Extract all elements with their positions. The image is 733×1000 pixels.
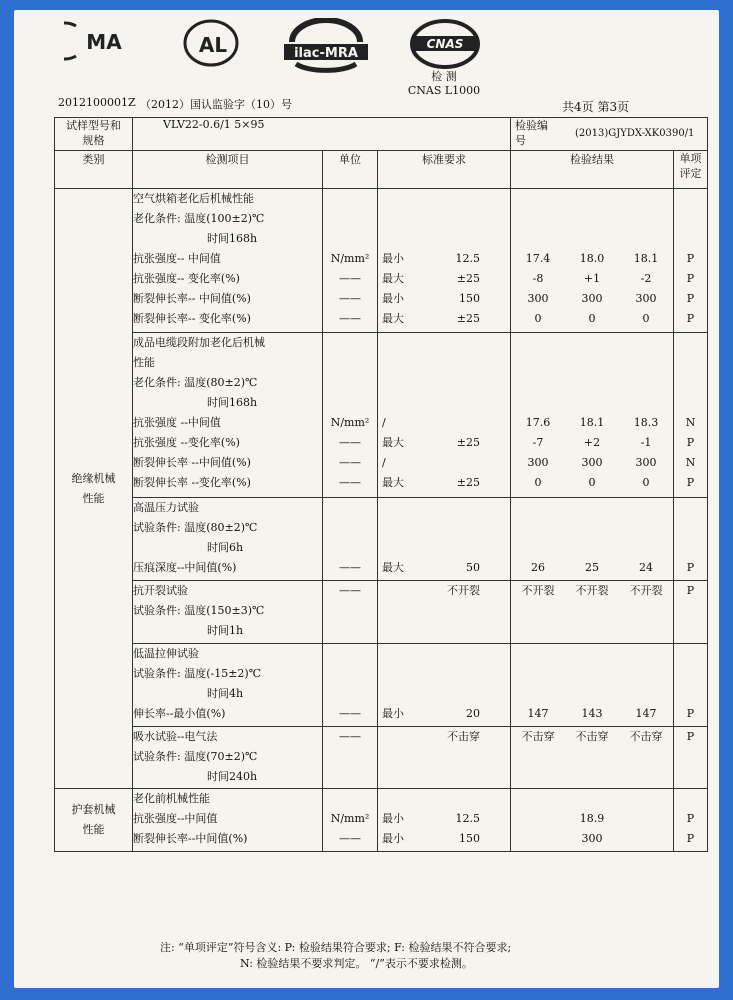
standard-requirement: 最小 150: [382, 832, 480, 846]
verdict-value: P: [686, 252, 695, 265]
verdict-value: P: [686, 832, 695, 846]
test-item-line: 抗开裂试验: [133, 584, 188, 598]
item-cell: [133, 498, 323, 581]
verdict-value: P: [686, 584, 695, 598]
column-header-category: 类别: [55, 151, 133, 189]
test-item-line: 高温压力试验: [133, 501, 199, 515]
result-value: 不击穿: [629, 729, 663, 743]
verdict-value: [674, 538, 707, 558]
result-value: -7: [532, 436, 544, 450]
verdict-value: P: [686, 312, 695, 325]
verdict-value: [674, 621, 707, 641]
unit-value: [323, 621, 377, 641]
test-item-line: 断裂伸长率--中间值(%): [133, 832, 248, 846]
result-value: 25: [585, 561, 599, 575]
test-item-line: 老化前机械性能: [133, 792, 210, 806]
standard-requirement: 最小 150: [382, 292, 480, 305]
result-cell: [511, 643, 674, 726]
test-item-line: 老化条件: 温度(100±2)℃: [133, 212, 265, 225]
standard-cell: [378, 643, 511, 726]
result-value: -1: [640, 436, 652, 450]
unit-value: N/mm²: [330, 416, 370, 430]
unit-cell: [323, 581, 378, 644]
verdict-value: P: [686, 729, 695, 743]
test-block-row: [55, 333, 708, 498]
test-item-line: 时间1h: [207, 624, 244, 638]
result-value: 0: [642, 476, 650, 490]
test-item-line: 断裂伸长率 --中间值(%): [133, 456, 251, 470]
verdict-value: N: [685, 456, 696, 470]
test-item-line: 时间240h: [207, 769, 258, 783]
standard-requirement: /: [382, 416, 386, 430]
verdict-cell: [674, 581, 708, 644]
result-value: 147: [527, 706, 549, 720]
category-cell: 绝缘机械性能: [55, 189, 133, 789]
footnote: 注: “单项评定”符号含义: P: 检验结果符合要求; F: 检验结果不符合要求; N: 检验结果不要求判定。 “/”表示不要求检测。: [160, 941, 512, 970]
column-header-unit: 单位: [323, 151, 378, 189]
test-item-line: 性能: [133, 356, 155, 370]
ilac-mra-logo: [282, 18, 370, 74]
result-value: 不开裂: [575, 584, 609, 598]
verdict-value: [674, 518, 707, 538]
result-cell: [511, 333, 674, 498]
verdict-cell: [674, 333, 708, 498]
unit-value: [323, 353, 377, 373]
test-item-line: 试验条件: 温度(150±3)℃: [133, 604, 265, 618]
test-item-line: 老化条件: 温度(80±2)℃: [133, 376, 258, 390]
svg-text:AL: AL: [198, 33, 228, 57]
result-values: [511, 433, 673, 453]
verdict-value: [674, 393, 707, 413]
test-item-line: 试验条件: 温度(80±2)℃: [133, 521, 258, 535]
verdict-value: P: [686, 812, 695, 826]
svg-text:MA: MA: [86, 30, 122, 54]
result-value: +2: [583, 436, 601, 450]
test-item-line: 抗张强度 --中间值: [133, 416, 221, 430]
standard-requirement: /: [382, 456, 386, 470]
test-item-line: 时间168h: [207, 396, 258, 410]
test-block-row: [55, 189, 708, 333]
result-values: [511, 558, 673, 578]
test-item-line: 试验条件: 温度(70±2)℃: [133, 749, 258, 763]
page-counter: 共4页 第3页: [562, 100, 630, 114]
result-value: -2: [640, 272, 652, 285]
test-item-line: 抗张强度-- 变化率(%): [133, 272, 240, 285]
verdict-value: [674, 353, 707, 373]
result-value: 300: [527, 456, 549, 470]
verdict-value: P: [686, 706, 695, 720]
unit-value: [323, 789, 377, 809]
result-values: [511, 269, 673, 289]
sample-label-cell: 试样型号和规格: [55, 118, 133, 151]
test-item-line: 伸长率--最小值(%): [133, 706, 226, 720]
unit-value: [323, 498, 377, 518]
cnas-caption: 检 测 CNAS L1000: [407, 70, 481, 97]
result-values: [511, 704, 673, 724]
verdict-value: N: [685, 416, 696, 430]
verdict-value: P: [686, 292, 695, 305]
result-value: 18.3: [633, 416, 659, 430]
result-value: 18.1: [579, 416, 605, 430]
result-value: 24: [639, 561, 653, 575]
result-values: [511, 453, 673, 473]
unit-value: ——: [339, 436, 361, 450]
unit-cell: [323, 333, 378, 498]
unit-cell: [323, 726, 378, 789]
verdict-value: [674, 747, 707, 767]
result-value: 不开裂: [629, 584, 663, 598]
test-item-line: 空气烘箱老化后机械性能: [133, 192, 254, 205]
result-value: 300: [635, 456, 657, 470]
verdict-value: [674, 644, 707, 664]
verdict-value: [674, 333, 707, 353]
verdict-value: P: [686, 476, 695, 490]
unit-value: [323, 601, 377, 621]
verdict-cell: [674, 643, 708, 726]
result-value: 300: [581, 456, 603, 470]
verdict-value: P: [686, 272, 695, 285]
result-cell: [511, 581, 674, 644]
test-item-line: 低温拉伸试验: [133, 646, 199, 660]
test-item-line: 抗张强度 --变化率(%): [133, 436, 240, 450]
unit-value: ——: [339, 292, 361, 305]
item-cell: [133, 643, 323, 726]
unit-value: [323, 209, 377, 229]
report-page: [14, 10, 719, 988]
test-item-line: 成品电缆段附加老化后机械: [133, 336, 265, 350]
test-item-line: 抗张强度--中间值: [133, 812, 218, 826]
verdict-value: [674, 767, 707, 787]
unit-value: N/mm²: [330, 812, 370, 826]
result-value: 18.9: [579, 812, 605, 826]
result-value: 17.4: [525, 252, 551, 265]
unit-value: [323, 747, 377, 767]
unit-value: ——: [339, 456, 361, 470]
test-report-table: [54, 117, 708, 852]
result-value: 0: [534, 312, 542, 325]
result-value: 18.0: [579, 252, 605, 265]
result-values: [511, 249, 673, 269]
unit-value: [323, 684, 377, 704]
verdict-value: [674, 189, 707, 209]
test-item-line: 断裂伸长率 --变化率(%): [133, 476, 251, 490]
unit-value: N/mm²: [330, 252, 370, 265]
category-cell: 护套机械性能: [55, 789, 133, 852]
sample-value-cell: VLV22-0.6/1 5×95: [133, 118, 511, 151]
test-item-line: 压痕深度--中间值(%): [133, 561, 237, 575]
unit-cell: [323, 789, 378, 852]
item-cell: [133, 789, 323, 852]
svg-text:ilac-MRA: ilac-MRA: [294, 46, 358, 61]
verdict-cell: [674, 726, 708, 789]
standard-requirement: 不开裂: [447, 584, 480, 598]
unit-value: [323, 664, 377, 684]
test-item-line: 断裂伸长率-- 变化率(%): [133, 312, 251, 325]
result-value: 0: [588, 476, 596, 490]
column-header-item: 检测项目: [133, 151, 323, 189]
verdict-value: P: [686, 561, 695, 575]
result-value: 18.1: [633, 252, 659, 265]
cal-logo: [179, 18, 243, 68]
unit-value: [323, 518, 377, 538]
item-cell: [133, 726, 323, 789]
result-values: [511, 581, 673, 601]
unit-value: [323, 189, 377, 209]
standard-requirement: 最小 20: [382, 706, 480, 720]
logo-bar: [14, 18, 719, 78]
unit-value: [323, 373, 377, 393]
result-values: [511, 289, 673, 309]
column-header-result: 检验结果: [511, 151, 674, 189]
approval-number: （2012）国认监验字（10）号: [140, 98, 292, 111]
verdict-value: [674, 664, 707, 684]
unit-value: ——: [339, 729, 361, 743]
result-cell: [511, 498, 674, 581]
unit-value: ——: [339, 272, 361, 285]
unit-value: [323, 767, 377, 787]
test-item-line: 抗张强度-- 中间值: [133, 252, 221, 265]
verdict-value: [674, 601, 707, 621]
result-cell: [511, 189, 674, 333]
test-block-row: [55, 498, 708, 581]
standard-requirement: 最大 50: [382, 561, 480, 575]
standard-requirement: 不击穿: [447, 729, 480, 743]
item-cell: [133, 189, 323, 333]
result-value: 300: [581, 832, 603, 846]
column-header-verdict: 单项评定: [674, 151, 708, 189]
result-cell: [511, 726, 674, 789]
standard-cell: [378, 189, 511, 333]
result-value: 不开裂: [521, 584, 555, 598]
unit-value: ——: [339, 584, 361, 598]
standard-requirement: 最大 ±25: [382, 272, 480, 285]
verdict-cell: [674, 189, 708, 333]
test-item-line: 试验条件: 温度(-15±2)℃: [133, 666, 262, 680]
result-value: 300: [527, 292, 549, 305]
result-values: [511, 309, 673, 329]
verdict-value: P: [686, 436, 695, 450]
unit-cell: [323, 189, 378, 333]
verdict-value: [674, 229, 707, 249]
certificate-number: 2012100001Z: [58, 96, 136, 109]
unit-value: ——: [339, 706, 361, 720]
unit-cell: [323, 643, 378, 726]
unit-cell: [323, 498, 378, 581]
result-values: [511, 727, 673, 747]
unit-value: [323, 393, 377, 413]
standard-cell: [378, 333, 511, 498]
test-block-row: [55, 643, 708, 726]
standard-requirement: 最小 12.5: [382, 252, 480, 265]
unit-value: [323, 229, 377, 249]
result-value: 300: [635, 292, 657, 305]
standard-cell: [378, 726, 511, 789]
test-item-line: 吸水试验--电气法: [133, 729, 218, 743]
test-item-line: 断裂伸长率-- 中间值(%): [133, 292, 251, 305]
unit-value: ——: [339, 312, 361, 325]
result-value: 147: [635, 706, 657, 720]
verdict-value: [674, 373, 707, 393]
result-value: 不击穿: [521, 729, 555, 743]
verdict-value: [674, 498, 707, 518]
item-cell: [133, 581, 323, 644]
result-value: 143: [581, 706, 603, 720]
svg-text:CNAS: CNAS: [426, 37, 464, 51]
verdict-value: [674, 684, 707, 704]
result-value: 0: [642, 312, 650, 325]
standard-cell: [378, 789, 511, 852]
result-value: 300: [581, 292, 603, 305]
result-value: 0: [534, 476, 542, 490]
cnas-logo: [404, 18, 486, 70]
result-cell: [511, 789, 674, 852]
test-block-row: [55, 726, 708, 789]
unit-value: ——: [339, 476, 361, 490]
result-value: 26: [531, 561, 545, 575]
result-value: 0: [588, 312, 596, 325]
unit-value: ——: [339, 832, 361, 846]
cma-logo: [64, 18, 142, 64]
standard-requirement: 最小 12.5: [382, 812, 480, 826]
unit-value: [323, 644, 377, 664]
result-value: +1: [583, 272, 601, 285]
verdict-value: [674, 789, 707, 809]
result-value: 17.6: [525, 416, 551, 430]
test-block-row: [55, 581, 708, 644]
report-number-cell: 检验编号(2013)GJYDX-XK0390/1: [511, 118, 708, 151]
result-value: -8: [532, 272, 544, 285]
result-value: 不击穿: [575, 729, 609, 743]
test-block-row: [55, 789, 708, 852]
standard-cell: [378, 498, 511, 581]
test-item-line: 时间168h: [207, 232, 258, 245]
standard-requirement: 最大 ±25: [382, 436, 480, 450]
verdict-cell: [674, 498, 708, 581]
result-values: [511, 473, 673, 493]
test-item-line: 时间4h: [207, 686, 244, 700]
standard-requirement: 最大 ±25: [382, 476, 480, 490]
unit-value: [323, 538, 377, 558]
column-header-standard: 标准要求: [378, 151, 511, 189]
standard-requirement: 最大 ±25: [382, 312, 480, 325]
test-item-line: 时间6h: [207, 541, 244, 555]
verdict-value: [674, 209, 707, 229]
unit-value: [323, 333, 377, 353]
verdict-cell: [674, 789, 708, 852]
item-cell: [133, 333, 323, 498]
standard-cell: [378, 581, 511, 644]
unit-value: ——: [339, 561, 361, 575]
result-values: [511, 413, 673, 433]
